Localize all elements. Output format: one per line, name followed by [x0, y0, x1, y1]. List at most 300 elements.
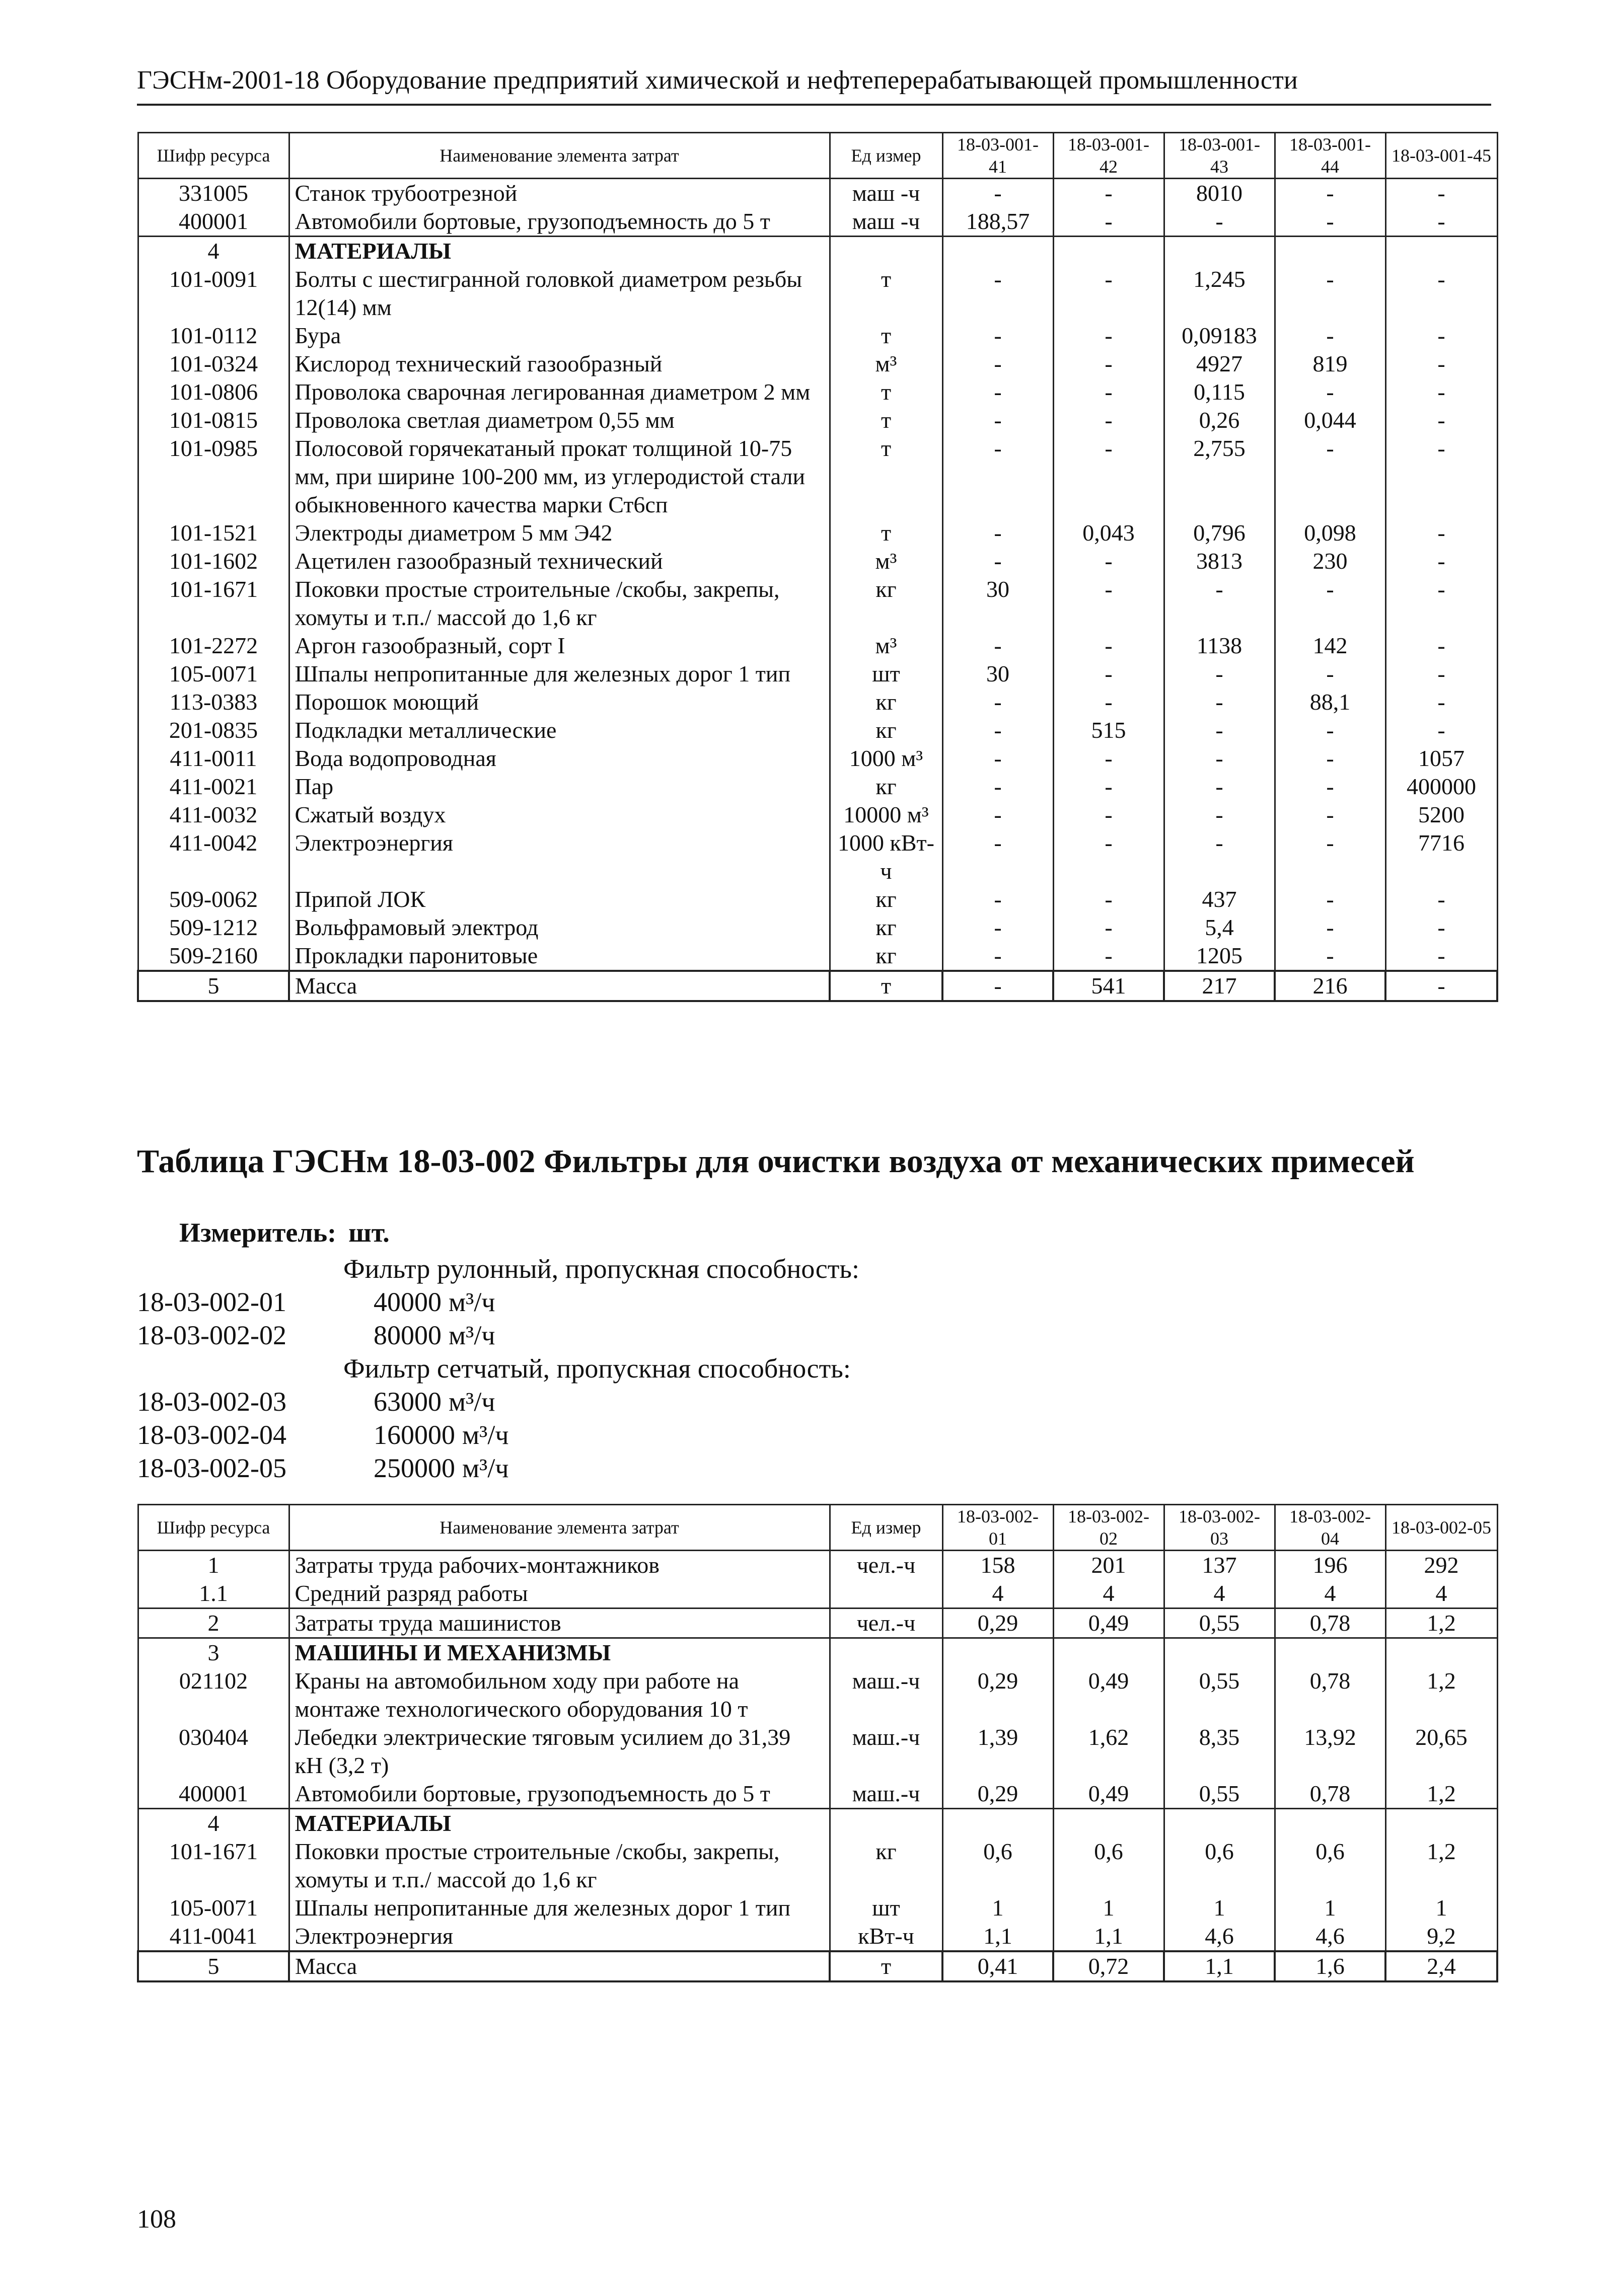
resource-code: 101-2272 — [138, 632, 289, 660]
cost-element-name: Затраты труда рабочих-монтажников — [289, 1551, 830, 1580]
rate-value: 142 — [1275, 632, 1385, 660]
rate-value: 2,755 — [1164, 434, 1275, 519]
section-title: МАШИНЫ И МЕХАНИЗМЫ — [289, 1638, 830, 1667]
rate-value: 1,6 — [1275, 1951, 1385, 1981]
resource-code: 411-0041 — [138, 1922, 289, 1951]
resource-code: 201-0835 — [138, 716, 289, 744]
table-row — [138, 801, 1497, 829]
resource-code: 101-0806 — [138, 378, 289, 406]
rate-value: 4,6 — [1164, 1922, 1275, 1951]
cost-element-name: Подкладки металлические — [289, 716, 830, 744]
resource-code: 509-2160 — [138, 942, 289, 971]
table-row — [138, 406, 1497, 434]
rate-value: 30 — [942, 660, 1053, 688]
variant-code: 18-03-002-02 — [137, 1320, 286, 1350]
rate-value: 1,2 — [1385, 1667, 1497, 1723]
header-rate-code: 18-03-002-04 — [1275, 1505, 1385, 1551]
rate-value: 2,4 — [1385, 1951, 1497, 1981]
cost-element-name: Лебедки электрические тяговым усилием до 31,39 кН (3,2 т) — [289, 1723, 830, 1780]
variant-capacity-value: 80000 — [374, 1320, 442, 1350]
variant-capacity — [374, 1386, 495, 1417]
cost-element-name: Поковки простые строительные /скобы, закрепы, хомуты и т.п./ массой до 1,6 кг — [289, 1838, 830, 1894]
rate-value: - — [942, 942, 1053, 971]
table-row — [138, 913, 1497, 942]
resource-code: 411-0021 — [138, 773, 289, 801]
unit: чел.-ч — [830, 1551, 942, 1580]
rate-value: 196 — [1275, 1551, 1385, 1580]
rate-value: 1,1 — [1164, 1951, 1275, 1981]
rate-value: 0,49 — [1053, 1609, 1164, 1638]
resource-code: 411-0011 — [138, 744, 289, 773]
resource-code: 400001 — [138, 1780, 289, 1809]
rate-value: 0,41 — [942, 1951, 1053, 1981]
rate-value: - — [1164, 207, 1275, 237]
header-rate-code: 18-03-001-41 — [942, 133, 1053, 179]
rate-value — [1164, 1809, 1275, 1838]
rate-value — [1275, 1809, 1385, 1838]
rate-value: - — [1385, 406, 1497, 434]
resource-code: 113-0383 — [138, 688, 289, 716]
unit: кг — [830, 575, 942, 632]
unit: маш.-ч — [830, 1723, 942, 1780]
unit: кг — [830, 913, 942, 942]
rate-value: - — [1275, 378, 1385, 406]
rate-value: 0,55 — [1164, 1667, 1275, 1723]
table-row — [138, 519, 1497, 547]
table-row — [138, 688, 1497, 716]
variant-caption-text: Фильтр рулонный, пропускная способность: — [343, 1254, 859, 1284]
rate-value: 292 — [1385, 1551, 1497, 1580]
rate-value — [1385, 1638, 1497, 1667]
cost-element-name: Средний разряд работы — [289, 1579, 830, 1609]
rate-value: - — [1385, 179, 1497, 208]
unit: чел.-ч — [830, 1609, 942, 1638]
variant-code: 18-03-002-04 — [137, 1420, 286, 1450]
rate-value: 400000 — [1385, 773, 1497, 801]
unit — [830, 1638, 942, 1667]
resource-code: 3 — [138, 1638, 289, 1667]
variant-item — [137, 1320, 1043, 1353]
header-rate-code: 18-03-001-45 — [1385, 133, 1497, 179]
rate-value: 437 — [1164, 885, 1275, 913]
header-rate-code: 18-03-001-44 — [1275, 133, 1385, 179]
resource-code: 400001 — [138, 207, 289, 237]
rate-value: 30 — [942, 575, 1053, 632]
rate-value: - — [1053, 885, 1164, 913]
rate-value: - — [1053, 265, 1164, 322]
rate-value — [1053, 1809, 1164, 1838]
resource-code: 105-0071 — [138, 1894, 289, 1922]
rate-value: 0,043 — [1053, 519, 1164, 547]
variant-code: 18-03-002-05 — [137, 1453, 286, 1483]
rate-value: - — [942, 179, 1053, 208]
rate-value: - — [942, 716, 1053, 744]
rate-value: 217 — [1164, 971, 1275, 1001]
cost-element-name: Бура — [289, 322, 830, 350]
table-row — [138, 265, 1497, 322]
rate-value: - — [942, 773, 1053, 801]
header-rate-code: 18-03-001-43 — [1164, 133, 1275, 179]
rate-value: 201 — [1053, 1551, 1164, 1580]
rate-value: - — [1053, 829, 1164, 885]
rate-value: 188,57 — [942, 207, 1053, 237]
cost-element-name: Аргон газообразный, сорт I — [289, 632, 830, 660]
rate-value: 1 — [1275, 1894, 1385, 1922]
rate-value: - — [1385, 322, 1497, 350]
table-row — [138, 179, 1497, 208]
rate-value: - — [942, 885, 1053, 913]
rate-value: - — [1385, 265, 1497, 322]
rate-value: - — [1275, 660, 1385, 688]
unit: кг — [830, 716, 942, 744]
rate-value: - — [1164, 744, 1275, 773]
rate-value: - — [1275, 773, 1385, 801]
table-row — [138, 547, 1497, 575]
resource-code: 101-0815 — [138, 406, 289, 434]
resource-code: 101-1602 — [138, 547, 289, 575]
rate-value: - — [1385, 575, 1497, 632]
resource-code: 105-0071 — [138, 660, 289, 688]
rate-value: - — [1053, 744, 1164, 773]
rate-value: 1,62 — [1053, 1723, 1164, 1780]
rate-value: - — [1053, 378, 1164, 406]
table-row — [138, 378, 1497, 406]
variant-capacity — [374, 1320, 495, 1351]
unit: маш.-ч — [830, 1667, 942, 1723]
measure-unit — [179, 1217, 390, 1248]
header-cost-element: Наименование элемента затрат — [289, 133, 830, 179]
variant-capacity-unit: м³/ч — [462, 1453, 509, 1483]
cost-element-name: Автомобили бортовые, грузоподъемность до 5 т — [289, 207, 830, 237]
rate-value: - — [1275, 265, 1385, 322]
variant-item — [137, 1419, 1043, 1452]
rate-value: - — [942, 434, 1053, 519]
table-row — [138, 1609, 1497, 1638]
table-row — [138, 1551, 1497, 1580]
rate-value: - — [1275, 913, 1385, 942]
rate-value: 0,26 — [1164, 406, 1275, 434]
rate-value: - — [942, 632, 1053, 660]
cost-element-name: Автомобили бортовые, грузоподъемность до 5 т — [289, 1780, 830, 1809]
cost-element-name: Масса — [289, 1951, 830, 1981]
unit: т — [830, 406, 942, 434]
rate-value: 0,55 — [1164, 1609, 1275, 1638]
variant-item — [137, 1452, 1043, 1486]
cost-element-name: Электроэнергия — [289, 1922, 830, 1951]
cost-element-name: Прокладки паронитовые — [289, 942, 830, 971]
rate-value: 0,78 — [1275, 1667, 1385, 1723]
rate-value: 0,72 — [1053, 1951, 1164, 1981]
section-title: МАТЕРИАЛЫ — [289, 237, 830, 266]
header-row — [138, 1505, 1497, 1551]
row-group — [138, 1809, 1497, 1952]
rate-value: - — [942, 519, 1053, 547]
cost-element-name: Шпалы непропитанные для железных дорог 1 тип — [289, 660, 830, 688]
table-row — [138, 434, 1497, 519]
table-row — [138, 350, 1497, 378]
rate-value: - — [1053, 434, 1164, 519]
unit: кг — [830, 942, 942, 971]
rate-value: - — [1385, 378, 1497, 406]
table-row — [138, 660, 1497, 688]
cost-element-name: Поковки простые строительные /скобы, закрепы, хомуты и т.п./ массой до 1,6 кг — [289, 575, 830, 632]
table-row — [138, 207, 1497, 237]
unit: кг — [830, 1838, 942, 1894]
rate-value: 1,39 — [942, 1723, 1053, 1780]
running-header: ГЭСНм-2001-18 Оборудование предприятий химической и нефтеперерабатывающей промышленности — [137, 66, 1298, 95]
resource-code: 509-0062 — [138, 885, 289, 913]
table-row — [138, 1723, 1497, 1780]
resource-code: 4 — [138, 237, 289, 266]
rate-value: 4,6 — [1275, 1922, 1385, 1951]
unit: т — [830, 378, 942, 406]
rate-value: 1 — [1385, 1894, 1497, 1922]
unit: 10000 м³ — [830, 801, 942, 829]
rate-value: - — [1053, 942, 1164, 971]
unit — [830, 1809, 942, 1838]
rate-value: - — [1385, 434, 1497, 519]
resource-code: 101-0091 — [138, 265, 289, 322]
rate-value: - — [1385, 885, 1497, 913]
variant-item — [137, 1386, 1043, 1419]
rate-value: - — [942, 829, 1053, 885]
rate-value: - — [942, 913, 1053, 942]
resource-code: 331005 — [138, 179, 289, 208]
rate-value: 3813 — [1164, 547, 1275, 575]
resource-code: 411-0032 — [138, 801, 289, 829]
unit — [830, 237, 942, 266]
variant-capacity — [374, 1452, 509, 1484]
rate-value — [1385, 237, 1497, 266]
rate-value: - — [1053, 801, 1164, 829]
header-resource-code: Шифр ресурса — [138, 1505, 289, 1551]
mass-row — [138, 971, 1497, 1001]
table-row — [138, 885, 1497, 913]
unit: т — [830, 322, 942, 350]
rate-value: - — [1053, 547, 1164, 575]
resource-code: 4 — [138, 1809, 289, 1838]
table-row — [138, 942, 1497, 971]
row-group — [138, 1638, 1497, 1809]
resource-code: 101-0112 — [138, 322, 289, 350]
variant-capacity-unit: м³/ч — [449, 1320, 495, 1350]
rate-value: 0,044 — [1275, 406, 1385, 434]
rate-value: 4 — [1275, 1579, 1385, 1609]
cost-element-name: Пар — [289, 773, 830, 801]
rate-value: - — [942, 801, 1053, 829]
section-row — [138, 1638, 1497, 1667]
row-group — [138, 1609, 1497, 1638]
header-rule — [137, 104, 1491, 106]
rate-value: - — [1275, 207, 1385, 237]
cost-element-name: Затраты труда машинистов — [289, 1609, 830, 1638]
rate-value: - — [1275, 801, 1385, 829]
variant-capacity — [374, 1419, 509, 1450]
rate-value: - — [1275, 322, 1385, 350]
rate-value: - — [1164, 575, 1275, 632]
rate-value: - — [1053, 350, 1164, 378]
rate-value: 0,55 — [1164, 1780, 1275, 1809]
rate-value: - — [1053, 207, 1164, 237]
resource-code: 101-1671 — [138, 575, 289, 632]
rate-value: 137 — [1164, 1551, 1275, 1580]
rate-value: - — [1053, 913, 1164, 942]
resource-code: 101-1521 — [138, 519, 289, 547]
variant-capacity-unit: м³/ч — [449, 1287, 495, 1317]
rate-value: - — [1385, 632, 1497, 660]
row-group — [138, 179, 1497, 237]
rate-value: - — [1275, 829, 1385, 885]
table-row — [138, 632, 1497, 660]
rate-value: 158 — [942, 1551, 1053, 1580]
table-row — [138, 1579, 1497, 1609]
unit: т — [830, 265, 942, 322]
rate-value — [1164, 237, 1275, 266]
section-row — [138, 1809, 1497, 1838]
rate-value: 1 — [1053, 1894, 1164, 1922]
rate-value: 1,1 — [942, 1922, 1053, 1951]
unit: 1000 кВт-ч — [830, 829, 942, 885]
rate-value: 1057 — [1385, 744, 1497, 773]
header-row — [138, 133, 1497, 179]
rate-value: - — [942, 744, 1053, 773]
cost-element-name: Припой ЛОК — [289, 885, 830, 913]
row-group — [138, 1551, 1497, 1609]
mass-row — [138, 1951, 1497, 1981]
rate-value — [942, 1809, 1053, 1838]
rate-value: 8010 — [1164, 179, 1275, 208]
rate-value: 88,1 — [1275, 688, 1385, 716]
unit: м³ — [830, 632, 942, 660]
rate-value: 0,6 — [1164, 1838, 1275, 1894]
row-group — [138, 237, 1497, 971]
rate-value — [1053, 237, 1164, 266]
rate-value: - — [1385, 207, 1497, 237]
rate-value: 541 — [1053, 971, 1164, 1001]
variant-code: 18-03-002-03 — [137, 1387, 286, 1417]
rate-value: 1,2 — [1385, 1780, 1497, 1809]
resource-code: 030404 — [138, 1723, 289, 1780]
unit: маш.-ч — [830, 1780, 942, 1809]
rate-value — [1275, 1638, 1385, 1667]
rate-value: 230 — [1275, 547, 1385, 575]
rate-value: 0,49 — [1053, 1667, 1164, 1723]
rate-value: 1,245 — [1164, 265, 1275, 322]
resource-code: 1 — [138, 1551, 289, 1580]
resource-code: 1.1 — [138, 1579, 289, 1609]
table-row — [138, 773, 1497, 801]
variant-caption — [137, 1353, 1043, 1386]
rate-value: - — [1053, 660, 1164, 688]
header-rate-code: 18-03-002-03 — [1164, 1505, 1275, 1551]
rate-value: - — [942, 322, 1053, 350]
rate-value: - — [942, 688, 1053, 716]
rate-value: 819 — [1275, 350, 1385, 378]
rate-value: - — [1164, 660, 1275, 688]
rate-value: - — [1053, 632, 1164, 660]
rate-value: - — [1164, 773, 1275, 801]
rate-value — [942, 237, 1053, 266]
rate-value: 0,49 — [1053, 1780, 1164, 1809]
variant-caption — [137, 1253, 1043, 1286]
header-rate-code: 18-03-001-42 — [1053, 133, 1164, 179]
header-rate-code: 18-03-002-05 — [1385, 1505, 1497, 1551]
cost-element-name: Вода водопроводная — [289, 744, 830, 773]
resource-table-18-03-002 — [137, 1504, 1498, 1982]
rate-value — [942, 1638, 1053, 1667]
rate-value — [1053, 1638, 1164, 1667]
rate-value: 1 — [1164, 1894, 1275, 1922]
rate-value: 0,09183 — [1164, 322, 1275, 350]
resource-code: 411-0042 — [138, 829, 289, 885]
rate-value: - — [1053, 688, 1164, 716]
rate-value: - — [1385, 971, 1497, 1001]
rate-value: 1,2 — [1385, 1838, 1497, 1894]
resource-code: 2 — [138, 1609, 289, 1638]
rate-value: - — [942, 378, 1053, 406]
resource-code: 021102 — [138, 1667, 289, 1723]
rate-value: 0,29 — [942, 1780, 1053, 1809]
mass-group — [138, 971, 1497, 1001]
resource-table-18-03-001 — [137, 132, 1498, 1002]
rate-value: - — [1164, 801, 1275, 829]
variant-capacity — [374, 1286, 495, 1318]
table-variants-list — [137, 1253, 1043, 1486]
rate-value: 8,35 — [1164, 1723, 1275, 1780]
cost-element-name: Сжатый воздух — [289, 801, 830, 829]
cost-element-name: Электроэнергия — [289, 829, 830, 885]
rate-value: - — [1275, 885, 1385, 913]
rate-value: - — [1053, 406, 1164, 434]
rate-value: - — [1053, 575, 1164, 632]
cost-element-name: Проволока сварочная легированная диаметром 2 мм — [289, 378, 830, 406]
rate-value: - — [1164, 829, 1275, 885]
unit — [830, 1579, 942, 1609]
rate-value: - — [1164, 716, 1275, 744]
variant-capacity-value: 160000 — [374, 1420, 455, 1450]
section-row — [138, 237, 1497, 266]
resource-code: 5 — [138, 1951, 289, 1981]
resource-code: 101-1671 — [138, 1838, 289, 1894]
rate-value: 0,29 — [942, 1667, 1053, 1723]
rate-value: 216 — [1275, 971, 1385, 1001]
cost-element-name: Масса — [289, 971, 830, 1001]
unit: 1000 м³ — [830, 744, 942, 773]
rate-value: 5,4 — [1164, 913, 1275, 942]
variant-item — [137, 1286, 1043, 1320]
cost-element-name: Порошок моющий — [289, 688, 830, 716]
table-row — [138, 322, 1497, 350]
measure-label: Измеритель: — [179, 1217, 337, 1248]
cost-element-name: Электроды диаметром 5 мм Э42 — [289, 519, 830, 547]
rate-value: - — [1385, 519, 1497, 547]
rate-value: - — [942, 971, 1053, 1001]
cost-element-name: Болты с шестигранной головкой диаметром резьбы 12(14) мм — [289, 265, 830, 322]
rate-value: - — [1275, 716, 1385, 744]
rate-value: 1138 — [1164, 632, 1275, 660]
cost-element-name: Вольфрамовый электрод — [289, 913, 830, 942]
rate-value: 0,6 — [1053, 1838, 1164, 1894]
unit: т — [830, 434, 942, 519]
table-title: Таблица ГЭСНм 18-03-002 Фильтры для очистки воздуха от механических примесей — [137, 1143, 1415, 1180]
table-row — [138, 1667, 1497, 1723]
rate-value: 1205 — [1164, 942, 1275, 971]
resource-code: 101-0985 — [138, 434, 289, 519]
rate-value: - — [942, 265, 1053, 322]
cost-element-name: Проволока светлая диаметром 0,55 мм — [289, 406, 830, 434]
table-row — [138, 1922, 1497, 1951]
unit: маш -ч — [830, 207, 942, 237]
